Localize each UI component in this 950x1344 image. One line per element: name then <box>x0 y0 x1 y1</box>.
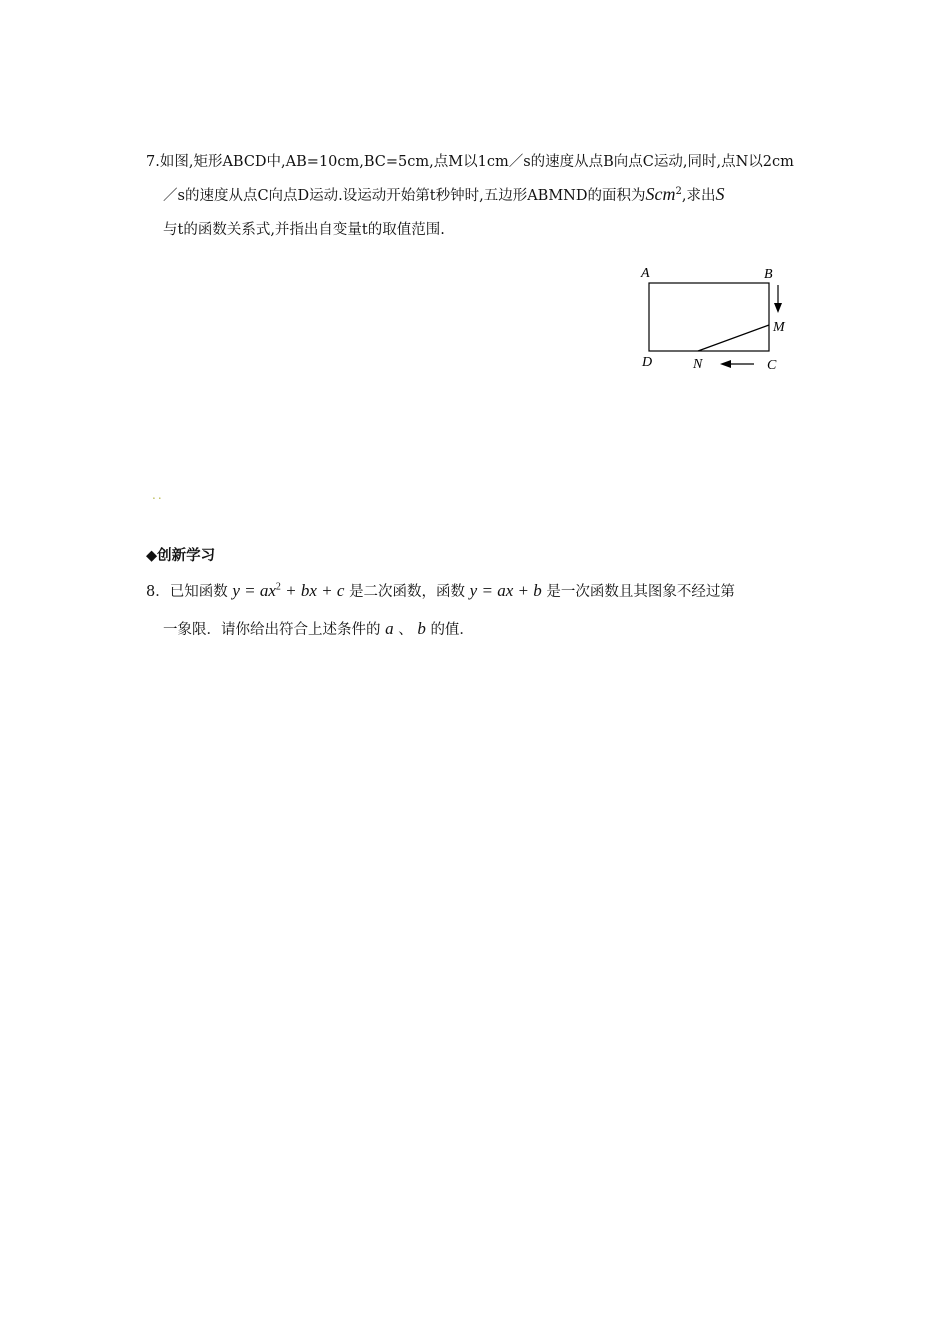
q8-formula-1-exp: 2 <box>275 581 281 593</box>
q7-line-2 <box>163 184 724 205</box>
q7-area-var: Scm <box>645 184 676 204</box>
rectangle-figure <box>630 258 800 378</box>
label-b: B <box>764 267 773 282</box>
q8-text-post: 是一次函数且其图象不经过第 <box>546 584 735 600</box>
decor-dots: .. <box>152 488 164 502</box>
q7-text-1: 7.如图,矩形ABCD中,AB=10cm,BC=5cm,点M以1cm／s的速度从点B向点C运动,同时,点N以2cm <box>146 154 794 170</box>
label-d: D <box>642 355 653 370</box>
q7-area-exp: 2 <box>675 186 682 198</box>
label-c: C <box>767 358 777 373</box>
rectangle-abcd <box>649 283 769 351</box>
diamond-bullet-icon: ◆ <box>146 548 158 564</box>
section-title: 创新学习 <box>157 548 216 564</box>
q8-text-mid: 是二次函数，函数 <box>349 584 466 600</box>
section-heading <box>146 544 215 565</box>
label-m: M <box>773 320 785 335</box>
q7-var-s: S <box>715 184 725 204</box>
q8-formula-1 <box>232 581 344 600</box>
q8-sep: 、 <box>398 622 413 638</box>
q8-text-2-pre: 一象限．请你给出符合上述条件的 <box>163 622 381 638</box>
segment-mn <box>698 325 769 351</box>
q8-text-2-post: 的值． <box>430 622 474 638</box>
q8-line-2 <box>163 618 474 639</box>
q7-text-2b: ,求出 <box>681 188 716 204</box>
q7-line-1 <box>146 150 794 171</box>
q8-text-pre: 8．已知函数 <box>146 584 228 600</box>
arrow-left-icon <box>720 360 731 368</box>
q8-line-1 <box>146 580 735 601</box>
q7-text-2a: ／s的速度从点C向点D运动.设运动开始第t秒钟时,五边形ABMND的面积为 <box>163 188 646 204</box>
label-a: A <box>641 266 650 281</box>
label-n: N <box>693 357 703 372</box>
q8-var-b: b <box>417 619 426 638</box>
arrow-down-icon <box>774 303 782 313</box>
q7-line-3 <box>163 218 445 239</box>
q8-formula-1-main: y = ax <box>232 581 276 600</box>
q8-var-a: a <box>385 619 394 638</box>
q8-formula-1-rest: + bx + c <box>280 581 345 600</box>
q8-formula-2: y = ax + b <box>469 581 542 600</box>
q7-text-3: 与t的函数关系式,并指出自变量t的取值范围. <box>163 222 445 238</box>
